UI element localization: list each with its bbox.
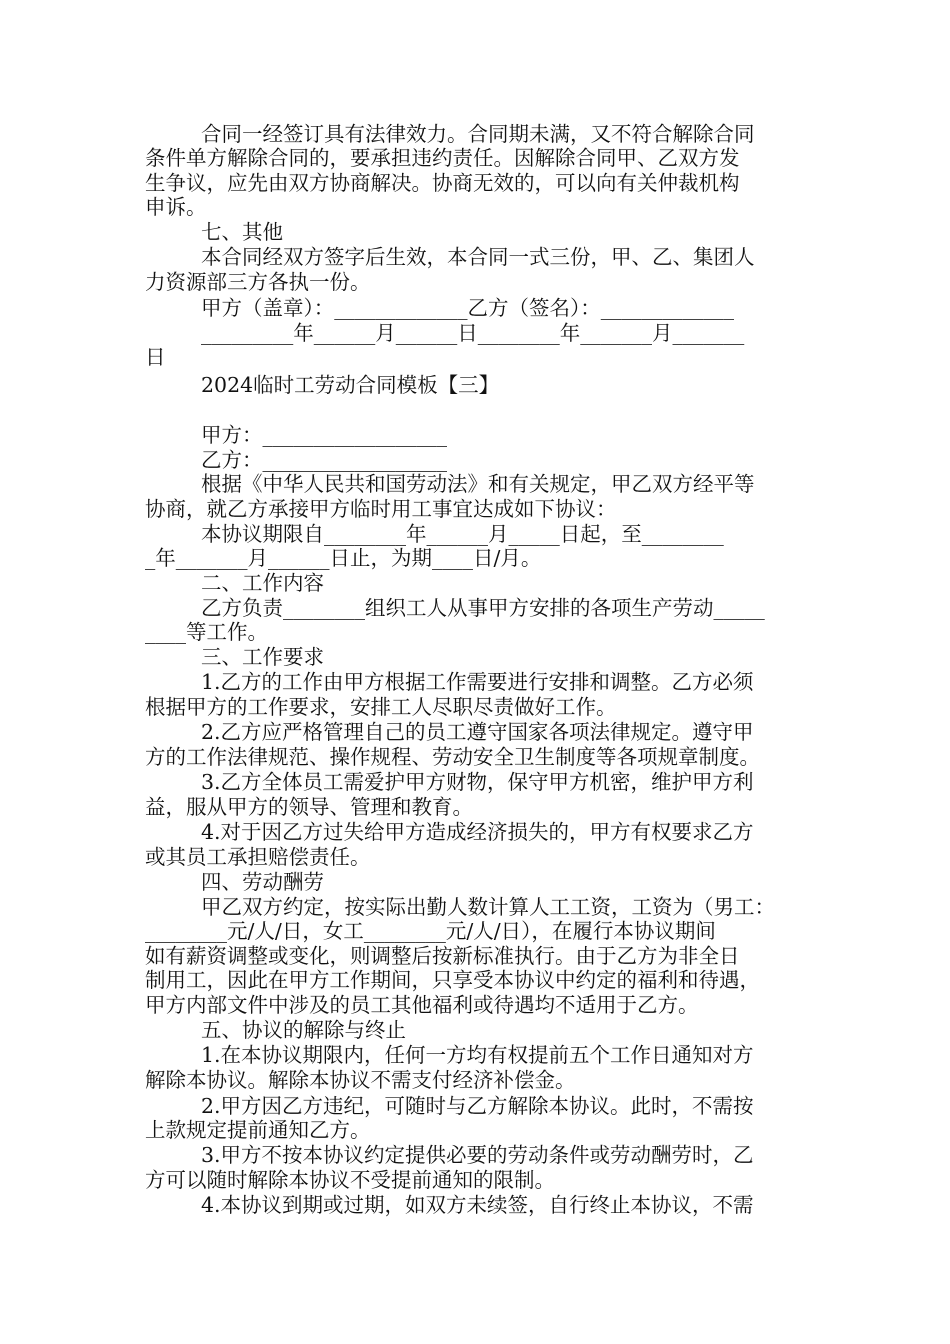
document-line: 七、其他 — [201, 220, 283, 244]
document-line: 三、工作要求 — [201, 645, 324, 669]
document-line: 条件单方解除合同的，要承担违约责任。因解除合同甲、乙双方发 — [145, 146, 740, 170]
document-line: 甲乙双方约定，按实际出勤人数计算人工工资，工资为（男工： — [201, 895, 775, 919]
document-line: 力资源部三方各执一份。 — [145, 270, 371, 294]
document-line: 如有薪资调整或变化，则调整后按新标准执行。由于乙方为非全日 — [145, 944, 740, 968]
document-line: 3.甲方不按本协议约定提供必要的劳动条件或劳动酬劳时，乙 — [201, 1143, 754, 1167]
document-line: 益，服从甲方的领导、管理和教育。 — [145, 795, 473, 819]
document-line: 方的工作法律规范、操作规程、劳动安全卫生制度等各项规章制度。 — [145, 745, 760, 769]
document-line: 甲方（盖章）：_____________乙方（签名）：_____________ — [201, 296, 734, 320]
document-line: 生争议，应先由双方协商解决。协商无效的，可以向有关仲裁机构 — [145, 171, 740, 195]
document-line: 4.本协议到期或过期，如双方未续签，自行终止本协议，不需 — [201, 1193, 754, 1217]
document-line: 甲方：__________________ — [201, 423, 447, 447]
document-line — [201, 398, 815, 422]
document-line: 3.乙方全体员工需爱护甲方财物，保守甲方机密，维护甲方利 — [201, 770, 754, 794]
document-line: 方可以随时解除本协议不受提前通知的限制。 — [145, 1168, 555, 1192]
document-line: 乙方：__________________ — [201, 448, 447, 472]
document-line: 或其员工承担赔偿责任。 — [145, 845, 371, 869]
document-line: 协商，就乙方承接甲方临时用工事宜达成如下协议： — [145, 497, 617, 521]
document-line: ____等工作。 — [145, 620, 268, 644]
document-line: 根据甲方的工作要求，安排工人尽职尽责做好工作。 — [145, 695, 617, 719]
document-line: 1.乙方的工作由甲方根据工作需要进行安排和调整。乙方必须 — [201, 670, 754, 694]
document-line: 2024临时工劳动合同模板【三】 — [201, 373, 500, 397]
document-line: 4.对于因乙方过失给甲方造成经济损失的，甲方有权要求乙方 — [201, 820, 754, 844]
document-line: ________元/人/日，女工________元/人/日），在履行本协议期间 — [145, 919, 716, 943]
document-line: 四、劳动酬劳 — [201, 870, 324, 894]
document-line: 根据《中华人民共和国劳动法》和有关规定，甲乙双方经平等 — [201, 472, 755, 496]
document-line: 乙方负责________组织工人从事甲方安排的各项生产劳动_____ — [201, 596, 765, 620]
document-line: 上款规定提前通知乙方。 — [145, 1118, 371, 1142]
document-line: 甲方内部文件中涉及的员工其他福利或待遇均不适用于乙方。 — [145, 993, 699, 1017]
document-line: 解除本协议。解除本协议不需支付经济补偿金。 — [145, 1068, 576, 1092]
document-line: 本协议期限自________年______月_____日起，至________ — [201, 522, 724, 546]
document-line: 制用工，因此在甲方工作期间，只享受本协议中约定的福利和待遇， — [145, 968, 760, 992]
document-line: 2.甲方因乙方违纪，可随时与乙方解除本协议。此时，不需按 — [201, 1094, 754, 1118]
document-line: _________年______月______日________年_______月_______ — [201, 321, 745, 345]
document-line: 合同一经签订具有法律效力。合同期未满，又不符合解除合同 — [201, 122, 755, 146]
document-line: 日 — [145, 345, 166, 369]
document-line: _年_______月______日止，为期____日/月。 — [145, 546, 542, 570]
document-line: 2.乙方应严格管理自己的员工遵守国家各项法律规定。遵守甲 — [201, 720, 754, 744]
document-line: 五、协议的解除与终止 — [201, 1018, 406, 1042]
document-line: 本合同经双方签字后生效，本合同一式三份，甲、乙、集团人 — [201, 245, 755, 269]
document-line: 申诉。 — [145, 195, 207, 219]
document-line: 二、工作内容 — [201, 571, 324, 595]
document-line: 1.在本协议期限内，任何一方均有权提前五个工作日通知对方 — [201, 1043, 754, 1067]
